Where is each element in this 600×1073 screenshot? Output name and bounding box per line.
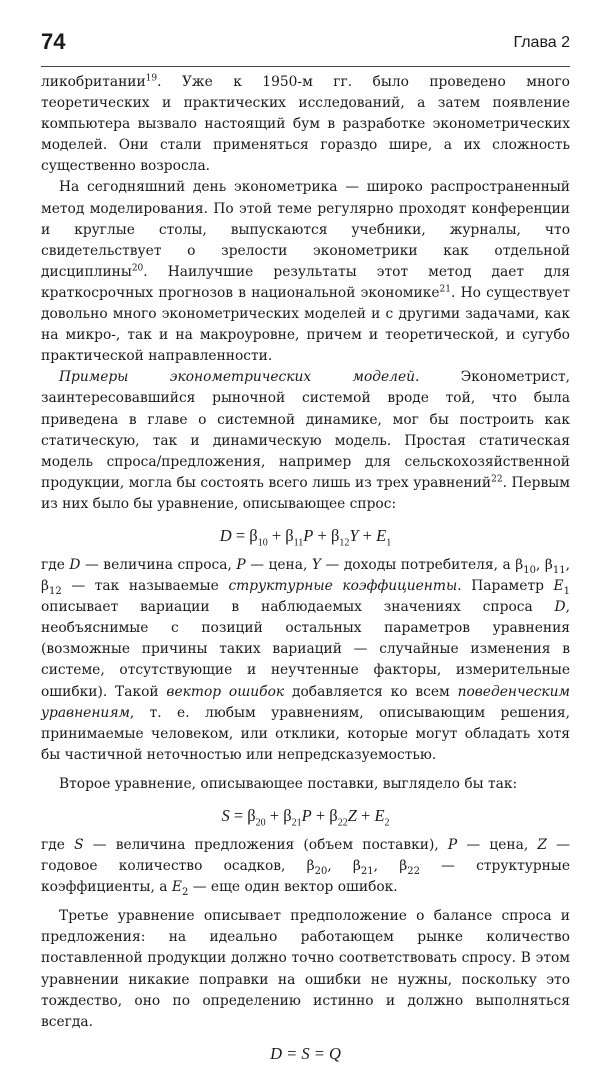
paragraph-1 (41, 72, 570, 177)
term-behavioral-equations: поведенческим уравнениям (41, 683, 570, 721)
term-structural-coefficients: структурные коэффициенты (228, 578, 458, 595)
paragraph-7: Третье уравнение описывает предположение о балансе спроса и предложения: на идеально работающем рынке количество поставленной продукции должно точно соответствовать спросу. В этом уравнении никакие поправки на ошибки не нужны, поскольку это тождество, оно по определению истинно и должно выполняться всегда. (41, 908, 570, 1030)
page-number: 74 (41, 29, 66, 54)
paragraph-6: где S — величина предложения (объем поставки), P — цена, Z — годовое количество осадков, $\beta_{20}$, $\beta_{21}$, $\beta_{22}$ — структурные коэффициенты, а $E_2$ — еще один вектор ошибок. (41, 837, 570, 898)
paragraph-3 (41, 367, 570, 515)
text: . Первым из них было бы уравнение, описывающее спрос: (41, 474, 570, 512)
equation-identity: D = S = Q (270, 1043, 341, 1063)
paragraph-4: где D — величина спроса, P — цена, Y — доходы потребителя, а $\beta_{10}$, $\beta_{11}$, $\beta_{12}$ — так называемые структурные коэффициенты. Параметр $E_1$ описывает вариации в наблюдаемых значениях спроса D, необъяснимые с позиций остальных параметров уравнения (возможные причины таких вариаций — случайные изменения в системе, отсутствующие и неучтенные факторы, измерительные ошибки). Такой вектор ошибок добавляется ко всем поведенческим уравнениям, т. е. любым уравнениям, описывающим решения, принимаемые человеком, или отклики, которые могут обладать хотя бы частичной неточностью или непредсказуемостью. (41, 556, 570, 763)
chapter-title: Глава 2 (513, 34, 570, 51)
footnote-ref-21[interactable]: 21 (439, 284, 451, 295)
term-error-vector: вектор ошибок (166, 683, 285, 700)
footnote-ref-20[interactable]: 20 (131, 263, 144, 274)
text: . Уже к 1950-м гг. было проведено много теоретических и практических исследований, а затем появление компьютера вызвало настоящий бум в разработке эконометрических моделей. Они стали применяться гораздо шире, а их сложность существенно возросла. (41, 74, 570, 175)
text: Эконометрист, заинтересовавшийся рыночной системой вроде той, что была приведена в главе о системной динамике, мог бы построить как статическую, так и динамическую модель. Простая статическая модель спроса/предложения, например для сельскохозяйственной продукции, могла бы состоять всего лишь из трех уравнений (41, 369, 570, 491)
equation-supply: $S = \beta_{20} + \beta_{21}P + \beta_{22}Z + E_2$ (221, 806, 390, 829)
text: . Наилучшие результаты этот метод дает для краткосрочных прогнозов в национальной экономике (41, 263, 570, 301)
equation-demand: $D = \beta_{10} + \beta_{11}P + \beta_{12}Y + E_1$ (219, 525, 392, 549)
footnote-ref-22[interactable]: 22 (491, 474, 503, 485)
page-body (41, 72, 570, 1073)
footnote-ref-19[interactable]: 19 (145, 73, 158, 84)
text: На сегодняшний день эконометрика — широко распространенный метод моделирования. По этой теме регулярно проходят конференции и круглые столы, выпускаются учебники, журналы, что свидетельствует о зрелости эконометрики как отдельной дисциплины (41, 179, 570, 280)
paragraph-5: Второе уравнение, описывающее поставки, выглядело бы так: (59, 775, 518, 792)
section-lead: Примеры эконометрических моделей. (59, 369, 420, 386)
text: . Но существует довольно много эконометрических моделей и с другими задачами, как на микро-, так и на макроуровне, причем и теоретической, и сугубо практической направленности. (41, 284, 571, 365)
text: ликобритании (41, 74, 146, 90)
page-header (41, 26, 570, 67)
paragraph-2 (41, 177, 570, 367)
